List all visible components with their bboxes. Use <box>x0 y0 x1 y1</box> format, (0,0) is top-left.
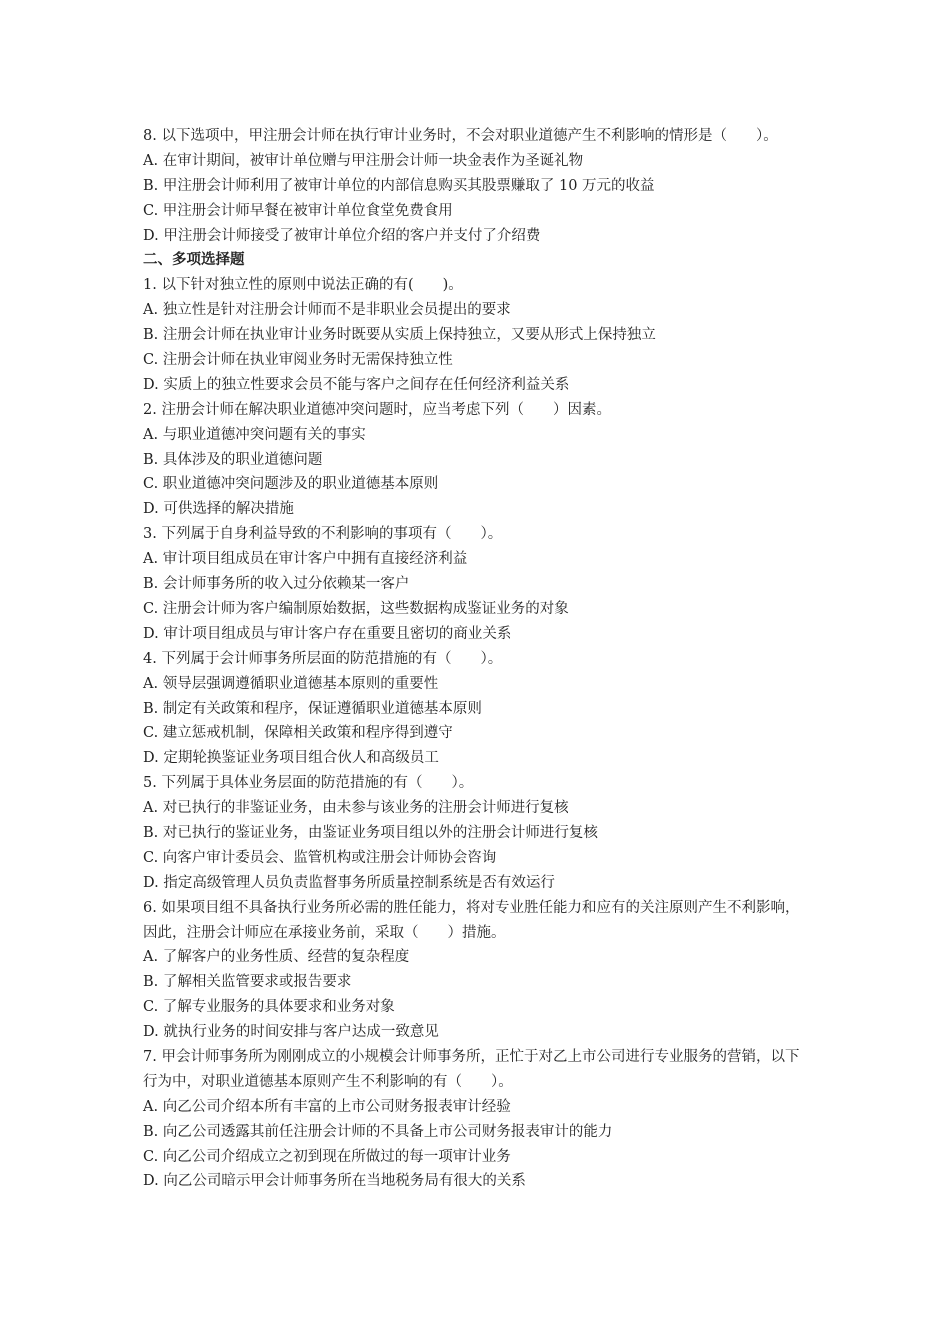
option-c: C. 注册会计师为客户编制原始数据，这些数据构成鉴证业务的对象 <box>143 600 569 617</box>
option-d: D. 实质上的独立性要求会员不能与客户之间存在任何经济利益关系 <box>143 376 570 393</box>
multi-question-3 <box>143 522 811 646</box>
option-d: D. 指定高级管理人员负责监督事务所质量控制系统是否有效运行 <box>143 874 555 891</box>
option-c: C. 了解专业服务的具体要求和业务对象 <box>143 999 395 1016</box>
option-d: D. 审计项目组成员与审计客户存在重要且密切的商业关系 <box>143 625 512 642</box>
option-c: C. 注册会计师在执业审阅业务时无需保持独立性 <box>143 352 453 369</box>
multi-question-6 <box>143 896 811 1045</box>
option-a: A. 在审计期间，被审计单位赠与甲注册会计师一块金表作为圣诞礼物 <box>143 152 584 169</box>
multi-question-5 <box>143 771 811 895</box>
option-b: B. 会计师事务所的收入过分依赖某一客户 <box>143 576 410 593</box>
section-heading-multiple-choice: 二、多项选择题 <box>143 252 245 269</box>
option-a: A. 对已执行的非鉴证业务，由未参与该业务的注册会计师进行复核 <box>143 800 569 817</box>
multi-question-1 <box>143 273 811 397</box>
question-stem: 3. 下列属于自身利益导致的不利影响的事项有（ ）。 <box>143 526 503 543</box>
option-d: D. 甲注册会计师接受了被审计单位介绍的客户并支付了介绍费 <box>143 227 541 244</box>
option-b: B. 制定有关政策和程序，保证遵循职业道德基本原则 <box>143 700 482 717</box>
question-stem: 4. 下列属于会计师事务所层面的防范措施的有（ ）。 <box>143 650 503 667</box>
option-a: A. 领导层强调遵循职业道德基本原则的重要性 <box>143 675 439 692</box>
option-b: B. 注册会计师在执业审计业务时既要从实质上保持独立，又要从形式上保持独立 <box>143 327 656 344</box>
multi-question-2 <box>143 398 811 522</box>
option-b: B. 向乙公司透露其前任注册会计师的不具备上市公司财务报表审计的能力 <box>143 1123 613 1140</box>
option-c: C. 向乙公司介绍成立之初到现在所做过的每一项审计业务 <box>143 1148 511 1165</box>
option-a: A. 独立性是针对注册会计师而不是非职业会员提出的要求 <box>143 302 511 319</box>
option-c: C. 甲注册会计师早餐在被审计单位食堂免费食用 <box>143 202 453 219</box>
option-b: B. 了解相关监管要求或报告要求 <box>143 974 352 991</box>
option-d: D. 就执行业务的时间安排与客户达成一致意见 <box>143 1024 439 1041</box>
question-stem: 8. 以下选项中，甲注册会计师在执行审计业务时，不会对职业道德产生不利影响的情形是（ ）。 <box>143 128 778 144</box>
question-8 <box>143 124 811 248</box>
option-a: A. 了解客户的业务性质、经营的复杂程度 <box>143 949 410 966</box>
question-stem: 1. 以下针对独立性的原则中说法正确的有( )。 <box>143 277 463 294</box>
question-stem: 7. 甲会计师事务所为刚刚成立的小规模会计师事务所，正忙于对乙上市公司进行专业服务的营销，以下行为中，对职业道德基本原则产生不利影响的有（ ）。 <box>143 1049 800 1090</box>
question-stem: 5. 下列属于具体业务层面的防范措施的有（ ）。 <box>143 775 474 792</box>
option-c: C. 职业道德冲突问题涉及的职业道德基本原则 <box>143 476 439 493</box>
option-d: D. 定期轮换鉴证业务项目组合伙人和高级员工 <box>143 750 439 767</box>
multi-question-7 <box>143 1045 811 1194</box>
option-d: D. 向乙公司暗示甲会计师事务所在当地税务局有很大的关系 <box>143 1173 526 1190</box>
option-a: A. 审计项目组成员在审计客户中拥有直接经济利益 <box>143 551 468 568</box>
option-b: B. 具体涉及的职业道德问题 <box>143 451 323 468</box>
option-a: A. 向乙公司介绍本所有丰富的上市公司财务报表审计经验 <box>143 1098 511 1115</box>
option-d: D. 可供选择的解决措施 <box>143 501 294 518</box>
option-b: B. 对已执行的鉴证业务，由鉴证业务项目组以外的注册会计师进行复核 <box>143 824 598 841</box>
option-c: C. 建立惩戒机制，保障相关政策和程序得到遵守 <box>143 725 453 742</box>
option-c: C. 向客户审计委员会、监管机构或注册会计师协会咨询 <box>143 849 497 866</box>
option-a: A. 与职业道德冲突问题有关的事实 <box>143 426 366 443</box>
multi-question-4 <box>143 647 811 771</box>
question-stem: 2. 注册会计师在解决职业道德冲突问题时，应当考虑下列（ ）因素。 <box>143 401 611 418</box>
exam-page <box>143 124 811 1194</box>
option-b: B. 甲注册会计师利用了被审计单位的内部信息购买其股票赚取了 10 万元的收益 <box>143 177 655 194</box>
question-stem: 6. 如果项目组不具备执行业务所必需的胜任能力，将对专业胜任能力和应有的关注原则产生不利影响，因此，注册会计师应在承接业务前，采取（ ）措施。 <box>143 899 800 941</box>
